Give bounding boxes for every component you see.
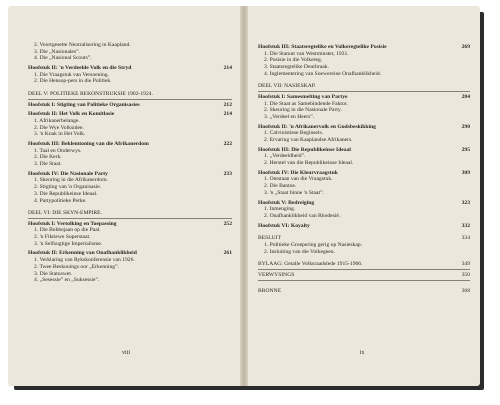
chapter-entry: [28, 221, 232, 228]
toc-item: [28, 198, 232, 205]
entry-title: 4. Partypolitieke Perke.: [34, 197, 87, 204]
toc-item: [258, 57, 470, 64]
entry-title: 4. Inglementering van Soewereine Onafhanklikheid.: [264, 70, 382, 77]
entry-title: 2. Posisie in die Volkereg.: [264, 57, 323, 64]
entry-title: 2. 'n Fiktiewe Superstaat.: [34, 234, 91, 241]
chapter-entry: [28, 102, 232, 109]
entry-title: Hoofstuk IV: Die Kleurvraagstuk: [258, 169, 338, 176]
entry-page-number: 332: [461, 222, 470, 229]
toc-item: [28, 148, 232, 155]
left-page-number: viii: [121, 350, 130, 356]
toc-item: [28, 184, 232, 191]
left-toc: [28, 42, 232, 284]
toc-item: [28, 177, 232, 184]
toc-item: [28, 257, 232, 264]
entry-page-number: 269: [461, 44, 470, 50]
entry-title: 1. Die Vraagstuk van Versoening.: [34, 71, 109, 78]
section-rule: [28, 218, 232, 219]
entry-title: 1. Skeuring in die Afrikanerdom.: [34, 177, 108, 184]
entry-title: Hoofstuk III: Die Republikeinse Ideaal: [258, 146, 351, 153]
section-rule: [258, 280, 470, 281]
entry-title: 1. Politieke Groepering gerig op Nasieskap.: [264, 241, 363, 248]
part-heading: [28, 210, 232, 217]
entry-title: 1. Taal en Onderwys.: [34, 147, 82, 154]
part-heading: [258, 272, 470, 279]
toc-item: [258, 114, 470, 121]
chapter-entry: [28, 111, 232, 118]
entry-title: 1. Die Staat as Samebindende Faktor.: [264, 100, 348, 107]
entry-title: 2. Die Kerk.: [34, 154, 62, 161]
chapter-entry: [258, 44, 470, 51]
part-heading: [258, 288, 470, 295]
right-toc: [258, 44, 470, 295]
entry-title: 3. Die Republikeinse Ideaal.: [34, 190, 98, 197]
entry-title: Hoofstuk II: Erkenning van Onafhanklikheid: [28, 250, 137, 257]
toc-item: [258, 183, 470, 190]
entry-title: 1. Inmenging.: [264, 206, 296, 213]
chapter-entry: [28, 141, 232, 148]
toc-item: [28, 42, 232, 49]
entry-page-number: 261: [223, 250, 232, 257]
toc-item: [28, 241, 232, 248]
book-gutter: [240, 6, 248, 386]
entry-page-number: 368: [461, 288, 470, 295]
entry-title: 1. Afrikanerbelange.: [34, 117, 80, 124]
entry-title: DEEL V: POLITIEKE REKONSTRUKSIE 1902-1924.: [28, 91, 153, 98]
part-heading: [28, 91, 232, 98]
entry-title: 1. Die Statuut van Westminster, 1931.: [264, 50, 349, 57]
toc-item: [258, 101, 470, 108]
spacer: [258, 77, 470, 82]
spacer: [258, 255, 470, 260]
left-page: [8, 6, 244, 386]
entry-page-number: 334: [461, 235, 470, 242]
entry-title: Hoofstuk I: Vertolking en Toepassing: [28, 220, 117, 227]
entry-title: 3. Staatsregtelike Deurbraak.: [264, 64, 329, 71]
entry-title: 3. 'n Selfsugtige Imperialisme.: [34, 240, 103, 247]
entry-page-number: 350: [461, 271, 470, 278]
entry-title: Hoofstuk V: Bedreiging: [258, 199, 315, 206]
entry-title: Hoofstuk IV: Die Nasionale Party: [28, 170, 108, 177]
toc-item: [28, 161, 232, 168]
entry-title: Hoofstuk III: Beklemtoning van die Afrikanerdom: [28, 141, 149, 148]
toc-item: [258, 213, 470, 220]
entry-title: Hoofstuk I: Samesmelting van Partye: [258, 93, 348, 100]
chapter-entry: [258, 223, 470, 230]
toc-item: [28, 118, 232, 125]
part-heading: [258, 83, 470, 90]
toc-item: [28, 131, 232, 138]
toc-item: [28, 227, 232, 234]
toc-item: [258, 153, 470, 160]
entry-title: 2. Ervaring van Kaaplandse Afrikaners.: [264, 137, 353, 144]
entry-title: BRONNE: [258, 288, 281, 295]
entry-title: 2. Die Wye Volksidee.: [34, 124, 84, 131]
toc-item: [28, 72, 232, 79]
toc-item: [28, 55, 232, 62]
toc-item: [258, 242, 470, 249]
entry-page-number: 284: [461, 93, 470, 100]
entry-title: 2. Die Hensop-pers in die Politiek.: [34, 78, 112, 85]
toc-item: [258, 64, 470, 71]
chapter-entry: [258, 147, 470, 154]
entry-page-number: 214: [223, 111, 232, 118]
entry-title: 2. Stigting van 'n Organisasie.: [34, 184, 102, 191]
toc-item: [28, 277, 232, 284]
entry-title: 2. Onafhanklikheid van Rhodesië.: [264, 212, 341, 219]
entry-title: Hoofstuk I: Stigting van Politieke Organisasies: [28, 101, 140, 108]
toc-item: [258, 71, 470, 78]
entry-page-number: 214: [223, 65, 232, 72]
toc-item: [258, 107, 470, 114]
toc-item: [28, 234, 232, 241]
entry-title: 3. Die Staat.: [34, 161, 62, 168]
section-rule: [258, 91, 470, 92]
entry-page-number: 252: [223, 220, 232, 227]
entry-page-number: 222: [223, 141, 232, 148]
right-page: [244, 6, 480, 386]
entry-title: 2. Voortgesette Neutralisering in Kaapland.: [34, 42, 131, 48]
spacer: [28, 85, 232, 90]
chapter-entry: [258, 170, 470, 177]
entry-title: 1. Ontstaan van die Vraagstuk.: [264, 176, 333, 183]
entry-title: 1. „Verdeeldheid”.: [264, 153, 306, 160]
toc-item: [28, 78, 232, 85]
toc-item: [258, 137, 470, 144]
part-heading: [258, 261, 470, 268]
toc-item: [258, 206, 470, 213]
part-heading: [258, 235, 470, 242]
entry-title: DEEL VII: NASIESKAP.: [258, 83, 316, 90]
toc-item: [258, 249, 470, 256]
section-rule: [28, 99, 232, 100]
toc-item: [28, 49, 232, 56]
entry-title: BESLUIT: [258, 235, 281, 242]
chapter-entry: [28, 65, 232, 72]
entry-page-number: 233: [223, 170, 232, 177]
entry-title: 2. Insluiting van die Volkegeen.: [264, 248, 335, 255]
entry-title: 3. „Verdeel en Heers”.: [264, 113, 315, 120]
entry-page-number: 349: [461, 261, 470, 268]
entry-title: 3. Die „Nasionales”.: [34, 48, 80, 55]
entry-page-number: 295: [461, 146, 470, 153]
entry-title: Hoofstuk II: Het Volk en Komitlasie: [28, 111, 115, 118]
toc-item: [28, 271, 232, 278]
entry-title: 3. 'n „Staat binne 'n Staat”.: [264, 189, 324, 196]
entry-page-number: 309: [461, 169, 470, 176]
entry-title: 2. Die Bantoe.: [264, 183, 297, 190]
chapter-entry: [258, 124, 470, 131]
toc-item: [28, 264, 232, 271]
toc-item: [258, 190, 470, 197]
entry-title: 4. „Sesessie” en „Suksessie”.: [34, 277, 100, 284]
toc-item: [258, 160, 470, 167]
entry-title: VERWYSINGS: [258, 271, 295, 278]
toc-item: [28, 191, 232, 198]
entry-title: 1. Verklaring van Rykskonferensie van 1926.: [34, 257, 135, 264]
entry-page-number: 212: [223, 101, 232, 108]
entry-title: 2. Twee Beskouings oor „Erkenning”.: [34, 263, 119, 270]
chapter-entry: [258, 94, 470, 101]
entry-title: 3. 'n Knak in Het Volk.: [34, 131, 86, 138]
toc-item: [258, 51, 470, 58]
entry-title: Hoofstuk II: 'n Verdeelde Volk en die Stryd: [28, 65, 132, 72]
chapter-entry: [258, 200, 470, 207]
entry-title: 1. Calvinistiese Beginsels.: [264, 130, 324, 137]
entry-title: DEEL VI: DIE SKYN-EMPIRE.: [28, 210, 102, 217]
right-page-number: ix: [359, 350, 365, 356]
entry-title: Hoofstuk III: Staatsregtelike en Volkeregtelike Posisie: [258, 44, 387, 50]
toc-item: [258, 176, 470, 183]
entry-title: 3. Die Statuswet.: [34, 270, 73, 277]
entry-title: BYLAAG: Getalle Volksraadslede 1915-1966.: [258, 261, 363, 268]
entry-page-number: 323: [461, 199, 470, 206]
entry-title: Hoofstuk II: 'n Afrikanervolk en Godsbeskikking: [258, 123, 376, 130]
entry-title: Hoofstuk VI: Koyalty: [258, 222, 310, 229]
section-rule: [258, 269, 470, 270]
spacer: [258, 282, 470, 287]
toc-item: [28, 125, 232, 132]
entry-title: 1. Die Bobbejaan op die Paal.: [34, 227, 101, 234]
toc-item: [28, 154, 232, 161]
entry-title: 2. Skeuring in die Nasionale Party.: [264, 107, 342, 114]
entry-page-number: 290: [461, 123, 470, 130]
entry-title: 4. Die „Nasional Scouts”.: [34, 55, 92, 62]
entry-title: 2. Herstel van die Republikeinse Ideaal.: [264, 160, 354, 167]
spacer: [258, 229, 470, 234]
spacer: [28, 204, 232, 209]
